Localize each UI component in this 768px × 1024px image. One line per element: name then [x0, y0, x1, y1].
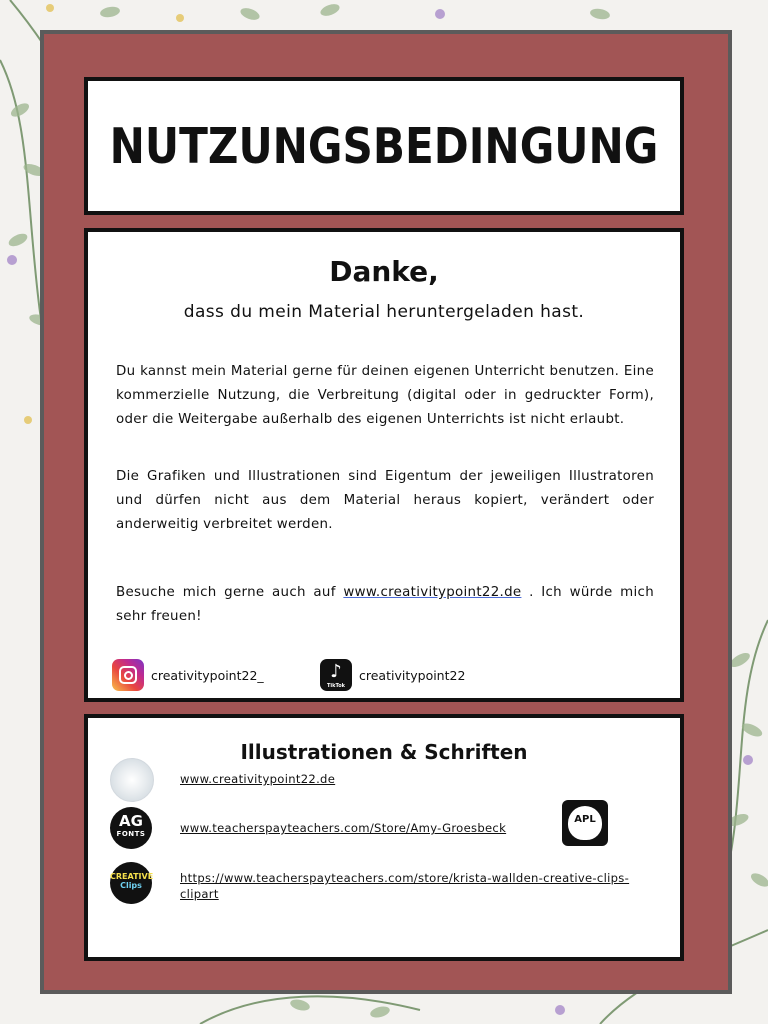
creativitypoint-logo-icon [110, 758, 154, 802]
credit-link-krista-wallden[interactable]: https://www.teacherspayteachers.com/store/krista-wallden-creative-clips-clipart [180, 871, 630, 901]
tiktok-icon-caption: TikTok [327, 683, 345, 689]
instagram-label: creativitypoint22_ [151, 667, 264, 683]
tiktok-handle[interactable] [320, 659, 465, 691]
ag-logo-text: AG [119, 812, 143, 830]
creative-clips-logo-icon [110, 862, 152, 904]
cc-logo-bottom: Clips [120, 881, 142, 890]
title-panel [84, 77, 684, 215]
visit-text-before: Besuche mich gerne auch auf [116, 585, 344, 600]
credit-link-creativitypoint[interactable]: www.creativitypoint22.de [180, 772, 336, 786]
apple-icon [568, 806, 602, 840]
cc-logo-top: CREATIVE [110, 872, 154, 881]
thanks-subheading: dass du mein Material heruntergeladen hast. [183, 302, 585, 322]
page-title: NUTZUNGSBEDINGUNG [109, 117, 659, 175]
apl-logo-text: APL [574, 814, 596, 825]
tiktok-icon: ♪ TikTok [320, 659, 352, 691]
credits-panel [84, 714, 684, 961]
thanks-panel [84, 228, 684, 702]
visit-text-after: . Ich würde mich sehr freuen! [116, 585, 654, 624]
thanks-heading: Danke, [329, 255, 439, 288]
credit-link-amy-groesbeck[interactable]: www.teacherspayteachers.com/Store/Amy-Groesbeck [180, 821, 507, 835]
usage-terms-paragraph: Du kannst mein Material gerne für deinen eigenen Unterricht benutzen. Eine kommerzielle Nutzung, die Verbreitung (digital oder in gedruckter Form), oder die Weitergabe außerhalb des eigenen Unterrichts ist nicht erlaubt. [116, 364, 654, 427]
copyright-paragraph: Die Grafiken und Illustrationen sind Eigentum der jeweiligen Illustratoren und dürfen nicht aus dem Material heraus kopiert, verändert oder anderweitig verbreitet werden. [116, 469, 654, 532]
website-link[interactable]: www.creativitypoint22.de [343, 585, 522, 600]
ag-logo-subtext: FONTS [116, 830, 146, 838]
tiktok-label: creativitypoint22 [359, 667, 466, 683]
instagram-icon [112, 659, 144, 691]
visit-paragraph [116, 581, 654, 629]
ag-fonts-logo-icon [110, 807, 152, 849]
apl-apple-logo-icon [562, 800, 608, 846]
instagram-handle[interactable] [112, 659, 264, 691]
credits-title: Illustrationen & Schriften [240, 740, 528, 764]
